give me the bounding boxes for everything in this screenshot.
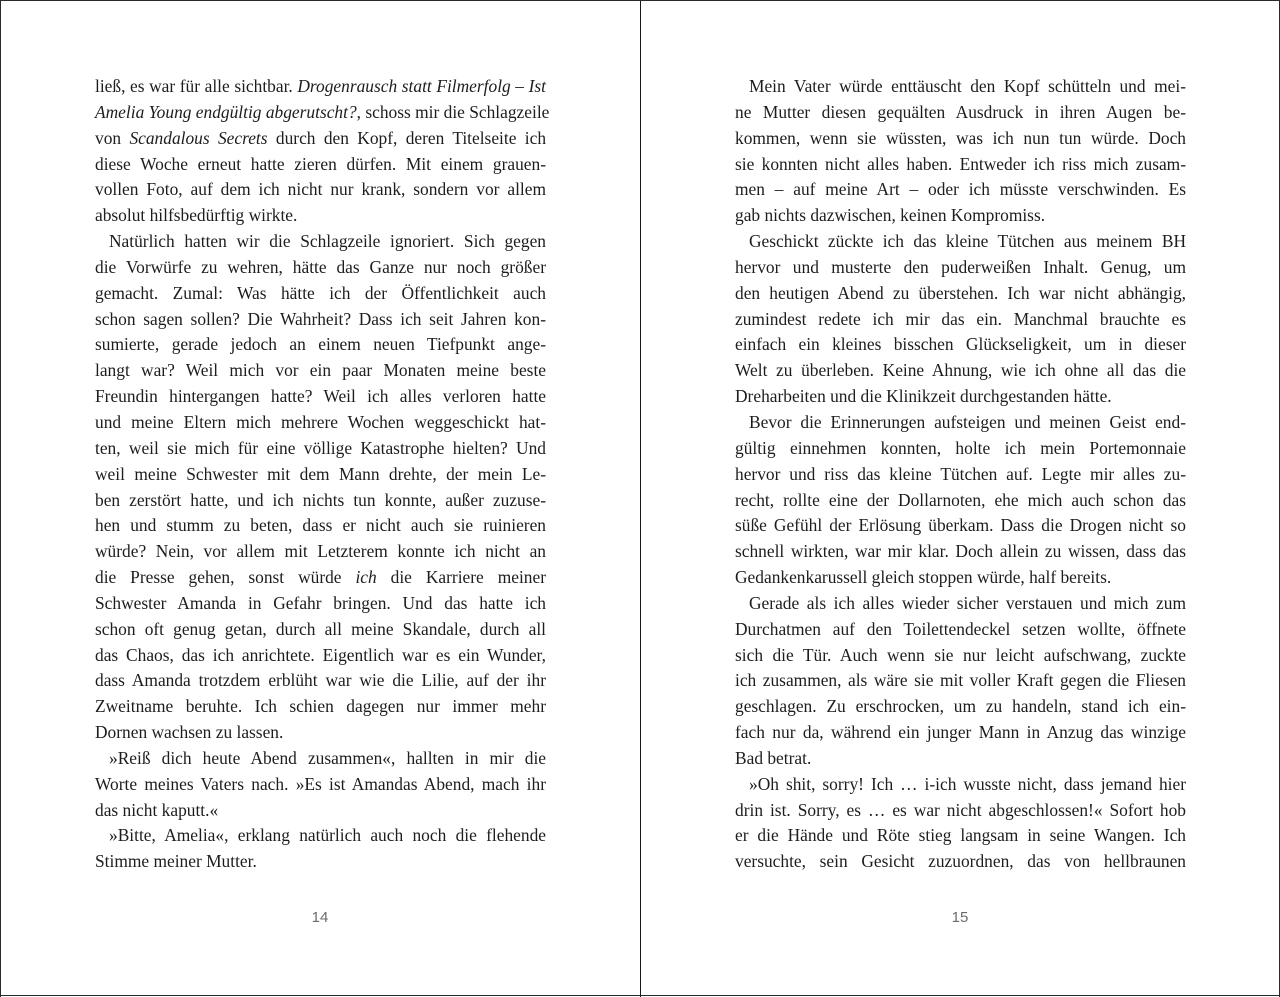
- text-line: [95, 177, 546, 203]
- text-run: die Vorwürfe zu wehren, hätte das Ganze nur noch größer: [95, 256, 546, 277]
- right-page: [641, 1, 1280, 997]
- text-line: [95, 539, 546, 565]
- text-line: [95, 746, 546, 772]
- text-line: [95, 410, 546, 436]
- text-line: [735, 849, 1186, 875]
- text-run: Stimme meiner Mutter.: [95, 851, 257, 872]
- text-line: [95, 668, 546, 694]
- left-page: [0, 1, 641, 997]
- text-run: kommen, wenn sie wüssten, was ich nun tun würde. Doch: [735, 127, 1186, 148]
- text-run: Gedankenkarussell gleich stoppen würde, half bereits.: [735, 567, 1112, 588]
- text-run: hervor und riss das kleine Tütchen auf. Legte mir alles zu-: [735, 463, 1186, 484]
- text-line: [735, 410, 1186, 436]
- paragraph: [735, 74, 1186, 229]
- text-line: [735, 823, 1186, 849]
- paragraph: [735, 772, 1186, 875]
- text-run: das Chaos, das ich anrichtete. Eigentlich war es ein Wunder,: [95, 644, 546, 665]
- text-line: [735, 617, 1186, 643]
- text-line: [95, 255, 546, 281]
- text-line: [735, 332, 1186, 358]
- text-line: [95, 229, 546, 255]
- text-run: die Presse gehen, sonst würde: [95, 567, 356, 588]
- text-run: er die Hände und Röte stieg langsam in seine Wangen. Ich: [735, 825, 1186, 846]
- text-line: [735, 798, 1186, 824]
- text-run: recht, rollte eine der Dollarnoten, ehe mich auch schon das: [735, 489, 1186, 510]
- text-line: [735, 152, 1186, 178]
- italic-text-run: Scandalous Secrets: [129, 127, 268, 148]
- text-run: geschlagen. Zu erschrocken, um zu handeln, stand ich ein-: [735, 696, 1186, 717]
- text-run: Schwester Amanda in Gefahr bringen. Und das hatte ich: [95, 592, 546, 613]
- paragraph: [95, 746, 546, 824]
- italic-text-run: Amelia Young endgültig abgerutscht?: [95, 101, 357, 122]
- text-line: [735, 126, 1186, 152]
- text-run: Freundin hintergangen hatte? Weil ich alles verloren hatte: [95, 386, 546, 407]
- text-line: [735, 643, 1186, 669]
- text-run: Natürlich hatten wir die Schlagzeile ignoriert. Sich gegen: [109, 231, 546, 252]
- text-line: [735, 74, 1186, 100]
- text-line: [95, 100, 550, 126]
- text-run: würde? Nein, vor allem mit Letzterem konnte ich nicht an: [95, 541, 546, 562]
- text-line: [95, 307, 546, 333]
- text-line: [735, 668, 1186, 694]
- text-line: [95, 617, 546, 643]
- text-line: [95, 126, 546, 152]
- paragraph: [735, 229, 1186, 410]
- right-page-body: [735, 74, 1186, 875]
- text-line: [735, 307, 1186, 333]
- text-run: Mein Vater würde enttäuscht den Kopf schütteln und mei-: [749, 76, 1186, 96]
- text-line: [95, 358, 546, 384]
- text-run: sumierte, gerade jedoch an einem neuen Tiefpunkt ange-: [95, 334, 546, 355]
- text-line: [735, 565, 1186, 591]
- text-line: [95, 74, 546, 100]
- left-page-number: 14: [311, 909, 329, 926]
- text-run: und meine Eltern mich mehrere Wochen weggeschickt hat-: [95, 411, 546, 432]
- text-run: schon oft genug getan, durch all meine Skandale, durch all: [95, 618, 546, 639]
- italic-text-run: Drogenrausch statt Filmerfolg – Ist: [297, 76, 546, 96]
- text-line: [95, 436, 546, 462]
- text-line: [735, 203, 1186, 229]
- text-line: [735, 772, 1186, 798]
- paragraph: [95, 229, 546, 746]
- text-line: [735, 513, 1186, 539]
- text-run: , schoss mir die Schlagzeile: [356, 101, 550, 122]
- text-run: gemacht. Zumal: Was hätte ich der Öffentlichkeit auch: [95, 282, 546, 303]
- text-line: [95, 772, 546, 798]
- text-line: [735, 436, 1186, 462]
- text-line: [95, 565, 546, 591]
- text-run: absolut hilfsbedürftig wirkte.: [95, 205, 298, 226]
- text-run: diese Woche erneut hatte zieren dürfen. Mit einem grauen-: [95, 153, 546, 174]
- text-line: [735, 694, 1186, 720]
- text-run: gültig einnehmen konnten, holte ich mein Portemonnaie: [735, 437, 1186, 458]
- text-line: [95, 823, 546, 849]
- text-run: Durchatmen auf den Toilettendeckel setzen wollte, öffnete: [735, 618, 1186, 639]
- text-run: sich die Tür. Auch wenn sie nur leicht aufschwang, zuckte: [735, 644, 1186, 665]
- text-run: zumindest redete ich mir das ein. Manchmal brauchte es: [735, 308, 1186, 329]
- text-run: langt war? Weil mich vor ein paar Monaten meine beste: [95, 360, 546, 381]
- text-run: versuchte, sein Gesicht zuzuordnen, das von hellbraunen: [735, 851, 1186, 872]
- text-line: [735, 591, 1186, 617]
- text-run: ben zerstört hatte, und ich nichts tun konnte, außer zuzuse-: [95, 489, 546, 510]
- left-page-body: [95, 74, 550, 875]
- text-line: [95, 643, 546, 669]
- text-line: [95, 384, 546, 410]
- text-run: drin ist. Sorry, es … es war nicht abgeschlossen!« Sofort hob: [735, 799, 1186, 820]
- text-run: hen und stumm zu beten, dass er nicht auch sie ruinieren: [95, 515, 546, 536]
- text-line: [95, 203, 546, 229]
- text-line: [95, 591, 546, 617]
- text-line: [95, 488, 546, 514]
- text-line: [735, 488, 1186, 514]
- text-run: Worte meines Vaters nach. »Es ist Amandas Abend, mach ihr: [95, 773, 546, 794]
- text-run: Dreharbeiten und die Klinikzeit durchgestanden hätte.: [735, 386, 1112, 407]
- text-line: [95, 332, 546, 358]
- text-run: schnell wirkten, war mir klar. Doch allein zu wissen, dass das: [735, 541, 1186, 562]
- text-line: [735, 462, 1186, 488]
- text-line: [95, 462, 546, 488]
- text-line: [735, 720, 1186, 746]
- text-run: dass Amanda trotzdem erblüht war wie die Lilie, auf der ihr: [95, 670, 546, 691]
- text-run: weil meine Schwester mit dem Mann drehte, der mein Le-: [95, 463, 546, 484]
- text-run: hervor und musterte den puderweißen Inhalt. Genug, um: [735, 256, 1186, 277]
- text-line: [735, 100, 1186, 126]
- paragraph: [95, 74, 550, 229]
- text-line: [95, 281, 546, 307]
- text-run: ich zusammen, als wäre sie mit voller Kraft gegen die Fliesen: [735, 670, 1186, 691]
- text-line: [95, 513, 546, 539]
- text-run: ne Mutter diesen gequälten Ausdruck in ihren Augen be-: [735, 101, 1186, 122]
- text-line: [735, 255, 1186, 281]
- text-run: Zweitname beruhte. Ich schien dagegen nur immer mehr: [95, 696, 546, 717]
- text-line: [735, 384, 1186, 410]
- paragraph: [95, 823, 546, 875]
- paragraph: [735, 410, 1186, 591]
- right-page-number: 15: [951, 909, 969, 926]
- text-run: ließ, es war für alle sichtbar.: [95, 76, 298, 96]
- paragraph: [735, 591, 1186, 772]
- text-run: süße Gefühl der Erlösung überkam. Dass die Drogen nicht so: [735, 515, 1186, 536]
- text-run: men – auf meine Art – oder ich müsste verschwinden. Es: [735, 179, 1186, 200]
- text-run: das nicht kaputt.«: [95, 799, 219, 820]
- text-run: schon sagen sollen? Die Wahrheit? Dass ich seit Jahren kon-: [95, 308, 546, 329]
- text-run: Welt zu überleben. Keine Ahnung, wie ich ohne all das die: [735, 360, 1186, 381]
- text-line: [735, 358, 1186, 384]
- text-line: [95, 152, 546, 178]
- text-line: [735, 229, 1186, 255]
- text-line: [95, 849, 546, 875]
- text-run: Geschickt zückte ich das kleine Tütchen aus meinem BH: [749, 231, 1186, 252]
- text-run: Gerade als ich alles wieder sicher verstauen und mich zum: [749, 592, 1186, 613]
- text-run: ten, weil sie mich für eine völlige Katastrophe hielten? Und: [95, 437, 546, 458]
- text-line: [735, 539, 1186, 565]
- text-run: fach nur da, während ein junger Mann in Anzug das winzige: [735, 722, 1186, 743]
- text-run: Bevor die Erinnerungen aufsteigen und meinen Geist end-: [749, 411, 1186, 432]
- text-run: »Reiß dich heute Abend zusammen«, hallten in mir die: [109, 747, 546, 768]
- text-line: [95, 720, 546, 746]
- text-run: durch den Kopf, deren Titelseite ich: [267, 127, 547, 148]
- text-run: Dornen wachsen zu lassen.: [95, 722, 284, 743]
- text-run: »Oh shit, sorry! Ich … i-ich wusste nicht, dass jemand hier: [749, 773, 1186, 794]
- text-line: [95, 694, 546, 720]
- text-run: einfach ein kleines bisschen Glückseligkeit, um in dieser: [735, 334, 1186, 355]
- text-run: Bad betrat.: [735, 747, 812, 768]
- text-run: vollen Foto, auf dem ich nicht nur krank, sondern vor allem: [95, 179, 546, 200]
- text-line: [735, 746, 1186, 772]
- text-run: sie konnten nicht alles haben. Entweder ich riss mich zusam-: [735, 153, 1186, 174]
- text-line: [735, 177, 1186, 203]
- text-run: »Bitte, Amelia«, erklang natürlich auch noch die flehende: [109, 825, 546, 846]
- text-run: den heutigen Abend zu überstehen. Ich war nicht abhängig,: [735, 282, 1186, 303]
- text-line: [95, 798, 546, 824]
- text-run: von: [95, 127, 130, 148]
- text-line: [735, 281, 1186, 307]
- text-run: gab nichts dazwischen, keinen Kompromiss.: [735, 205, 1046, 226]
- text-run: die Karriere meiner: [376, 567, 546, 588]
- italic-text-run: ich: [355, 567, 377, 588]
